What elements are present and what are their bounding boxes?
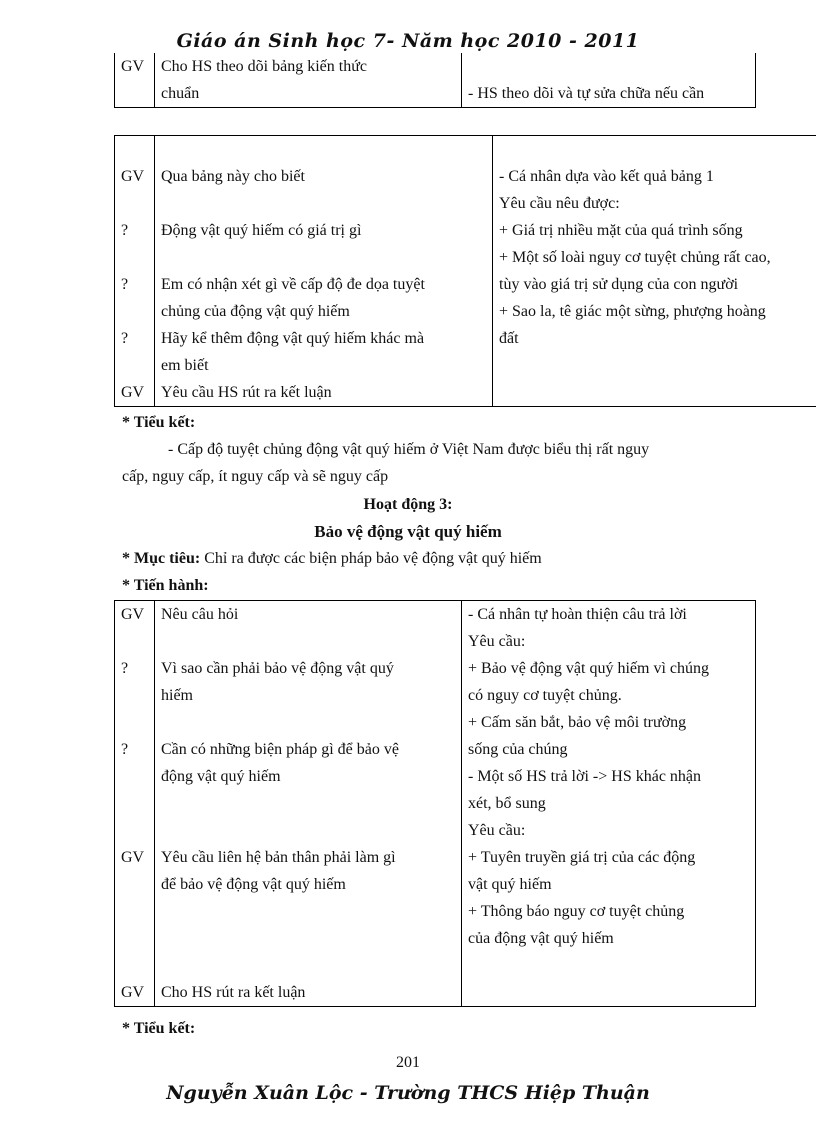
summary-text-line-2: cấp, nguy cấp, ít nguy cấp và sẽ nguy cấp — [122, 468, 389, 485]
content-column: Qua bảng này cho biết Động vật quý hiếm có giá trị gì Em có nhận xét gì về cấp độ đe dọa tuyệt chủng của động vật quý hiếm Hãy kể thêm động vật quý hiếm khác mà em biết Yêu cầu HS rút ra kết luận — [155, 136, 493, 407]
lesson-table-continued — [114, 53, 756, 108]
answer-cell: - HS theo dõi và tự sửa chữa nếu cần — [462, 53, 756, 108]
procedure-label: * Tiến hành: — [122, 577, 209, 594]
role-cell: GV — [115, 53, 155, 108]
table-row — [115, 53, 756, 108]
summary-label-2: * Tiểu kết: — [122, 1020, 196, 1037]
summary-label: * Tiểu kết: — [122, 414, 196, 431]
lesson-table-3 — [114, 600, 756, 1007]
table-row — [115, 136, 816, 407]
summary-text-line-1: - Cấp độ tuyệt chủng động vật quý hiếm ở Việt Nam được biểu thị rất nguy — [168, 441, 650, 458]
page-number: 201 — [396, 1054, 420, 1071]
role-column: GV ? ? GV GV — [115, 601, 155, 1007]
activity-title: Hoạt động 3: — [363, 496, 453, 513]
content-cell: Cho HS theo dõi bảng kiến thức chuẩn — [155, 53, 462, 108]
objective-text: Chỉ ra được các biện pháp bảo vệ động vật quý hiếm — [200, 550, 542, 567]
lesson-table-2 — [114, 135, 816, 407]
role-column: GV ? ? ? GV — [115, 136, 155, 407]
content-column: Nêu câu hỏi Vì sao cần phải bảo vệ động vật quý hiếm Cần có những biện pháp gì để bảo vệ động vật quý hiếm Yêu cầu liên hệ bản thân phải làm gì để bảo vệ động vật quý hiếm Cho HS rút ra kết luận — [155, 601, 462, 1007]
activity-subtitle: Bảo vệ động vật quý hiếm — [314, 522, 502, 541]
document-footer: Nguyễn Xuân Lộc - Trường THCS Hiệp Thuận — [166, 1082, 650, 1104]
objective-label: * Mục tiêu: — [122, 550, 201, 567]
answer-column: - Cá nhân dựa vào kết quả bảng 1 Yêu cầu nêu được: + Giá trị nhiều mặt của quá trình sống + Một số loài nguy cơ tuyệt chủng rất cao, tùy vào giá trị sử dụng của con người + Sao la, tê giác một sừng, phượng hoàng đất — [493, 136, 816, 407]
document-header: Giáo án Sinh học 7- Năm học 2010 - 2011 — [176, 30, 640, 52]
objective — [122, 545, 542, 572]
table-row — [115, 601, 756, 1007]
answer-column: - Cá nhân tự hoàn thiện câu trả lời Yêu cầu: + Bảo vệ động vật quý hiếm vì chúng có nguy cơ tuyệt chủng. + Cấm săn bắt, bảo vệ môi trường sống của chúng - Một số HS trả lời -> HS khác nhận xét, bổ sung Yêu cầu: + Tuyên truyền giá trị của các động vật quý hiếm + Thông báo nguy cơ tuyệt chủng của động vật quý hiếm — [462, 601, 756, 1007]
